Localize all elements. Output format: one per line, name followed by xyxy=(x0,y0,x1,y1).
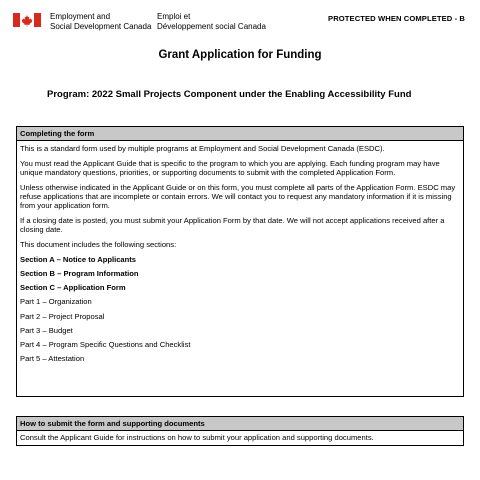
completing-form-section xyxy=(16,126,464,397)
department-name-en xyxy=(50,12,151,32)
department-name-fr-line1: Emploi et xyxy=(157,12,191,21)
department-name-en-line2: Social Development Canada xyxy=(50,22,152,31)
completing-form-heading: Completing the form xyxy=(17,127,463,141)
part-list-item: Part 1 – Organization xyxy=(20,297,92,307)
section-list-item: Section B – Program Information xyxy=(20,269,139,279)
part-list-item: Part 4 – Program Specific Questions and Checklist xyxy=(20,339,191,349)
canada-flag-icon xyxy=(13,13,41,27)
paragraph-applicant-guide: You must read the Applicant Guide that is specific to the program to which you are applying. Each funding program may have unique mandatory questions, priorities, or supporting documents to submit with the completed Application Form. xyxy=(20,158,440,177)
department-name-fr xyxy=(157,12,266,32)
page-title: Grant Application for Funding xyxy=(158,49,322,61)
program-title: Program: 2022 Small Projects Component under the Enabling Accessibility Fund xyxy=(47,89,412,100)
part-list-item: Part 3 – Budget xyxy=(20,325,73,335)
paragraph-standard-form: This is a standard form used by multiple programs at Employment and Social Development Canada (ESDC). xyxy=(20,144,385,153)
section-list-item: Section A – Notice to Applicants xyxy=(20,254,137,264)
submit-form-text: Consult the Applicant Guide for instructions on how to submit your application and supporting documents. xyxy=(20,433,374,442)
department-name-fr-line2: Développement social Canada xyxy=(157,22,266,31)
part-list-item: Part 5 – Attestation xyxy=(20,354,85,364)
protected-label: PROTECTED WHEN COMPLETED - B xyxy=(328,14,465,23)
page-header xyxy=(0,0,480,40)
paragraph-sections-intro: This document includes the following sections: xyxy=(20,239,177,249)
submit-form-section xyxy=(16,416,464,446)
paragraph-closing-date: If a closing date is posted, you must submit your Application Form by that date. We will not accept applications received after a closing date. xyxy=(20,215,445,234)
department-name-en-line1: Employment and xyxy=(50,12,111,21)
submit-form-heading: How to submit the form and supporting documents xyxy=(17,417,463,431)
completing-form-body xyxy=(17,141,463,366)
section-list-item: Section C – Application Form xyxy=(20,283,126,293)
paragraph-complete-all-parts: Unless otherwise indicated in the Applicant Guide or on this form, you must complete all parts of the Application Form. ESDC may refuse applications that are incomplete or contain errors. We will contact you to request any mandatory information if it is missing from your application form. xyxy=(20,182,456,211)
part-list-item: Part 2 – Project Proposal xyxy=(20,311,105,321)
